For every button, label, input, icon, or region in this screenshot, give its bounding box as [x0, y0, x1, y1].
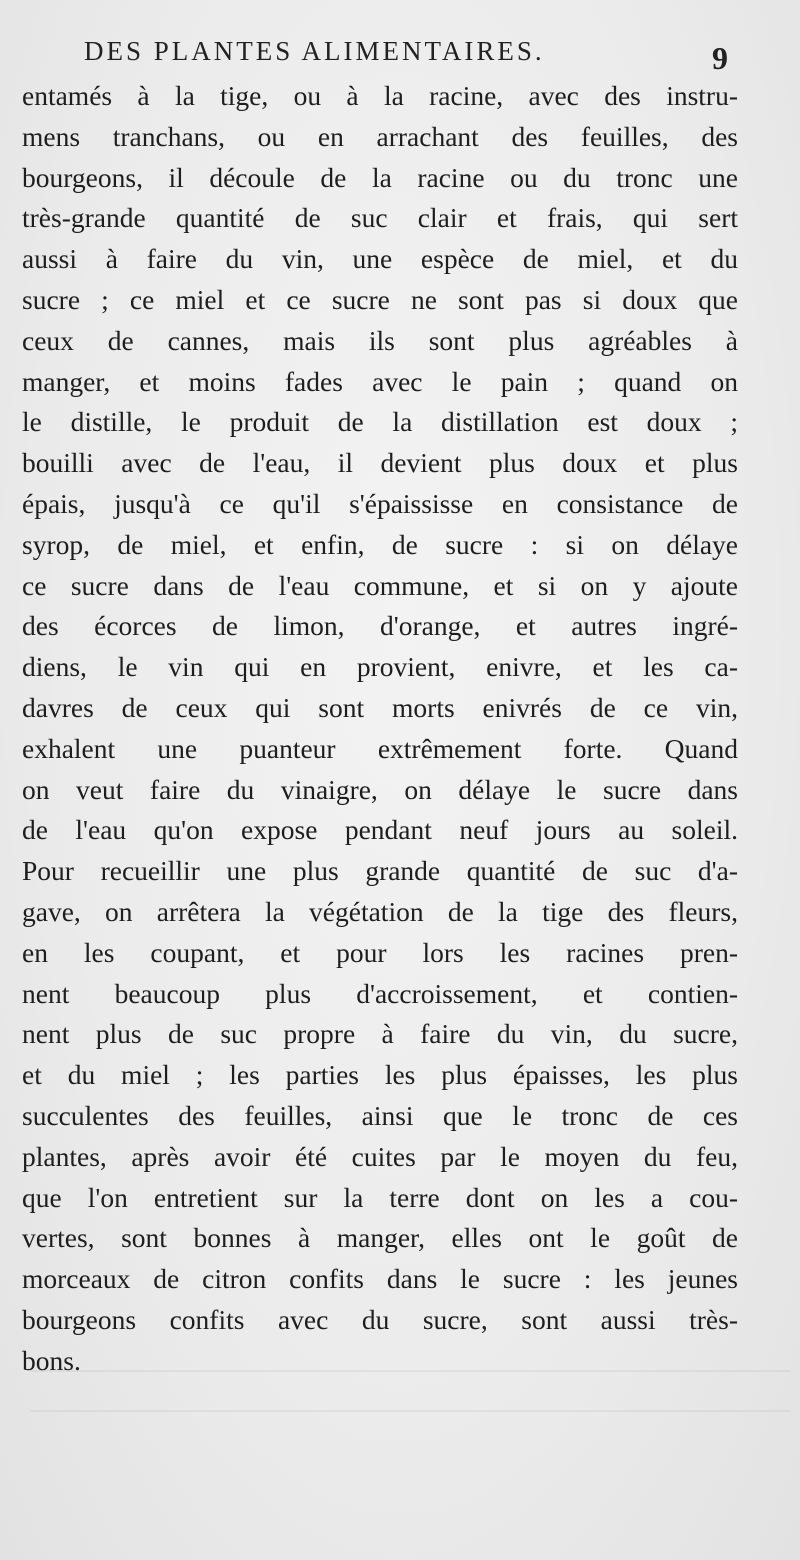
text-line: gave, on arrêtera la végétation de la tige des fleurs, [22, 895, 738, 927]
text-line: nent beaucoup plus d'accroissement, et contien- [22, 977, 738, 1009]
text-line: le distille, le produit de la distillation est doux ; [22, 406, 738, 438]
text-line: vertes, sont bonnes à manger, elles ont le goût de [22, 1222, 738, 1254]
text-line: des écorces de limon, d'orange, et autres ingré- [22, 610, 738, 642]
text-line: ceux de cannes, mais ils sont plus agréables à [22, 324, 738, 356]
text-line: nent plus de suc propre à faire du vin, du sucre, [22, 1018, 738, 1050]
text-line: sucre ; ce miel et ce sucre ne sont pas si doux que [22, 283, 738, 315]
text-line: diens, le vin qui en provient, enivre, et les ca- [22, 651, 738, 683]
text-line: en les coupant, et pour lors les racines pren- [22, 936, 738, 968]
text-line: entamés à la tige, ou à la racine, avec des instru- [22, 80, 738, 111]
body-text [22, 76, 738, 1382]
text-line: et du miel ; les parties les plus épaisses, les plus [22, 1059, 738, 1091]
text-line: bourgeons confits avec du sucre, sont aussi très- [22, 1303, 738, 1335]
text-line: exhalent une puanteur extrêmement forte. Quand [22, 732, 738, 764]
text-line: plantes, après avoir été cuites par le moyen du feu, [22, 1140, 738, 1172]
text-line: bouilli avec de l'eau, il devient plus doux et plus [22, 447, 738, 479]
text-line: syrop, de miel, et enfin, de sucre : si on délaye [22, 528, 738, 560]
text-line: de l'eau qu'on expose pendant neuf jours au soleil. [22, 814, 738, 846]
page-number: 9 [712, 40, 728, 76]
text-line: succulentes des feuilles, ainsi que le tronc de ces [22, 1099, 738, 1131]
text-line: ce sucre dans de l'eau commune, et si on y ajoute [22, 569, 738, 601]
show-through-texture [30, 1350, 790, 1430]
text-line: aussi à faire du vin, une espèce de miel, et du [22, 243, 738, 275]
text-line: Pour recueillir une plus grande quantité de suc d'a- [22, 855, 738, 887]
running-title: DES PLANTES ALIMENTAIRES. [84, 36, 545, 66]
text-line: on veut faire du vinaigre, on délaye le sucre dans [22, 773, 738, 805]
text-line: morceaux de citron confits dans le sucre : les jeunes [22, 1263, 738, 1295]
text-line: bourgeons, il découle de la racine ou du tronc une [22, 161, 738, 193]
text-line: mens tranchans, ou en arrachant des feuilles, des [22, 120, 738, 152]
text-line: manger, et moins fades avec le pain ; quand on [22, 365, 738, 397]
text-line: bons. [22, 1344, 81, 1376]
text-line: épais, jusqu'à ce qu'il s'épaississe en consistance de [22, 487, 738, 519]
text-line: davres de ceux qui sont morts enivrés de ce vin, [22, 691, 738, 723]
text-line: que l'on entretient sur la terre dont on les a cou- [22, 1181, 738, 1213]
text-line: très-grande quantité de suc clair et frais, qui sert [22, 202, 738, 234]
